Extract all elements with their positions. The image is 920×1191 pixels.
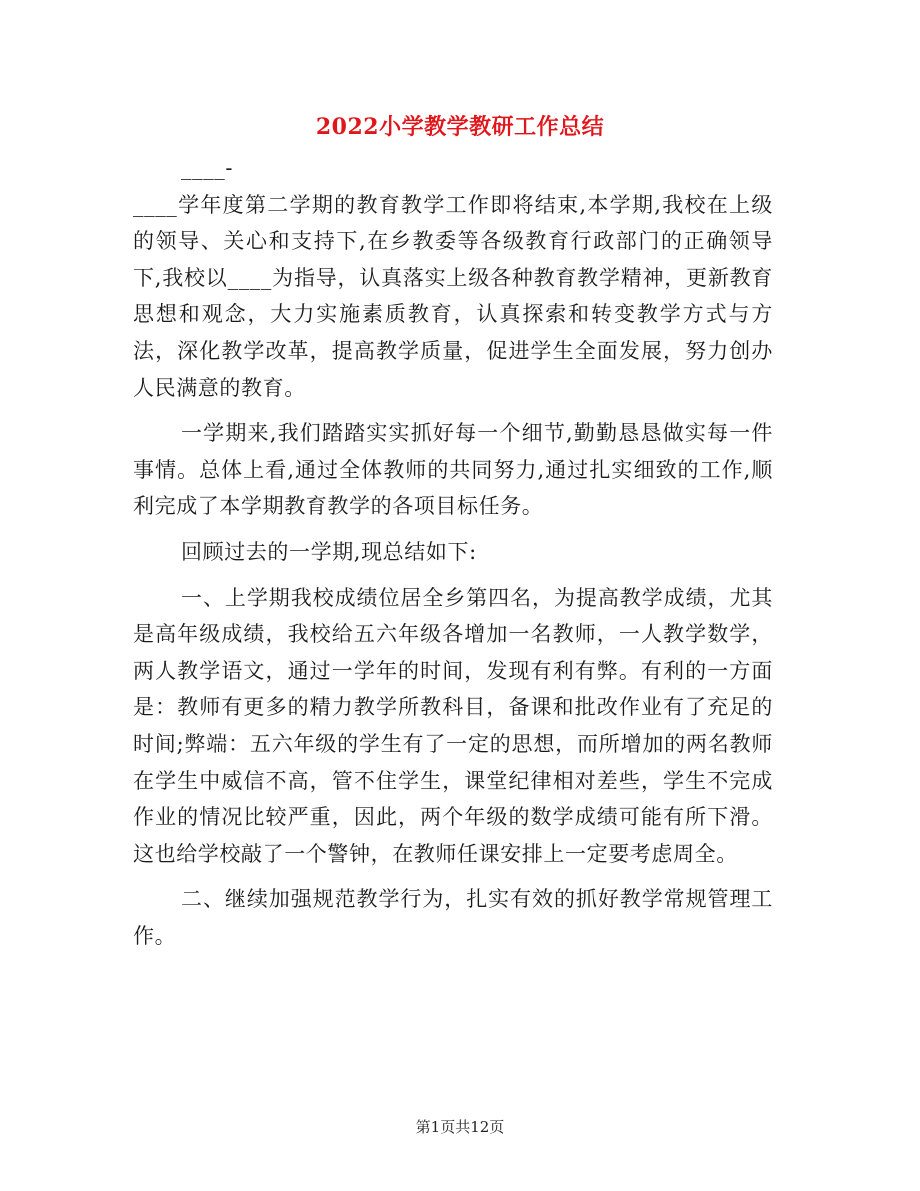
document-title: 2022小学教学教研工作总结 <box>315 114 605 140</box>
paragraph-item-two: 二、继续加强规范教学行为，扎实有效的抓好教学常规管理工作。 <box>133 887 773 948</box>
paragraph-summary: 一学期来,我们踏踏实实抓好每一个细节,勤勤恳恳做实每一件事情。总体上看,通过全体教师的共同努力,通过扎实细致的工作,顺利完成了本学期教育教学的各项目标任务。 <box>133 421 773 519</box>
paragraph-intro: ____学年度第二学期的教育教学工作即将结束,本学期,我校在上级的领导、关心和支持下,在乡教委等各级教育行政部门的正确领导下,我校以____为指导，认真落实上级各种教育教学精神，更新教育思想和观念，大力实施素质教育，认真探索和转变教学方式与方法，深化教学改革，提高教学质量，促进学生全面发展，努力创办人民满意的教育。 <box>133 192 773 400</box>
paragraph-review: 回顾过去的一学期,现总结如下: <box>181 539 477 564</box>
paragraph-item-one: 一、上学期我校成绩位居全乡第四名，为提高教学成绩，尤其是高年级成绩，我校给五六年级各增加一名教师，一人教学数学，两人教学语文，通过一学年的时间，发现有利有弊。有利的一方面是：教师有更多的精力教学所教科目，备课和批改作业有了充足的时间;弊端：五六年级的学生有了一定的思想，而所增加的两名教师在学生中威信不高，管不住学生，课堂纪律相对差些，学生不完成作业的情况比较严重，因此，两个年级的数学成绩可能有所下滑。这也给学校敲了一个警钟，在教师任课安排上一定要考虑周全。 <box>133 585 773 866</box>
document-body <box>133 150 773 963</box>
dash-line: ____- <box>181 156 234 180</box>
page-number-footer: 第1页共12页 <box>415 1118 505 1136</box>
